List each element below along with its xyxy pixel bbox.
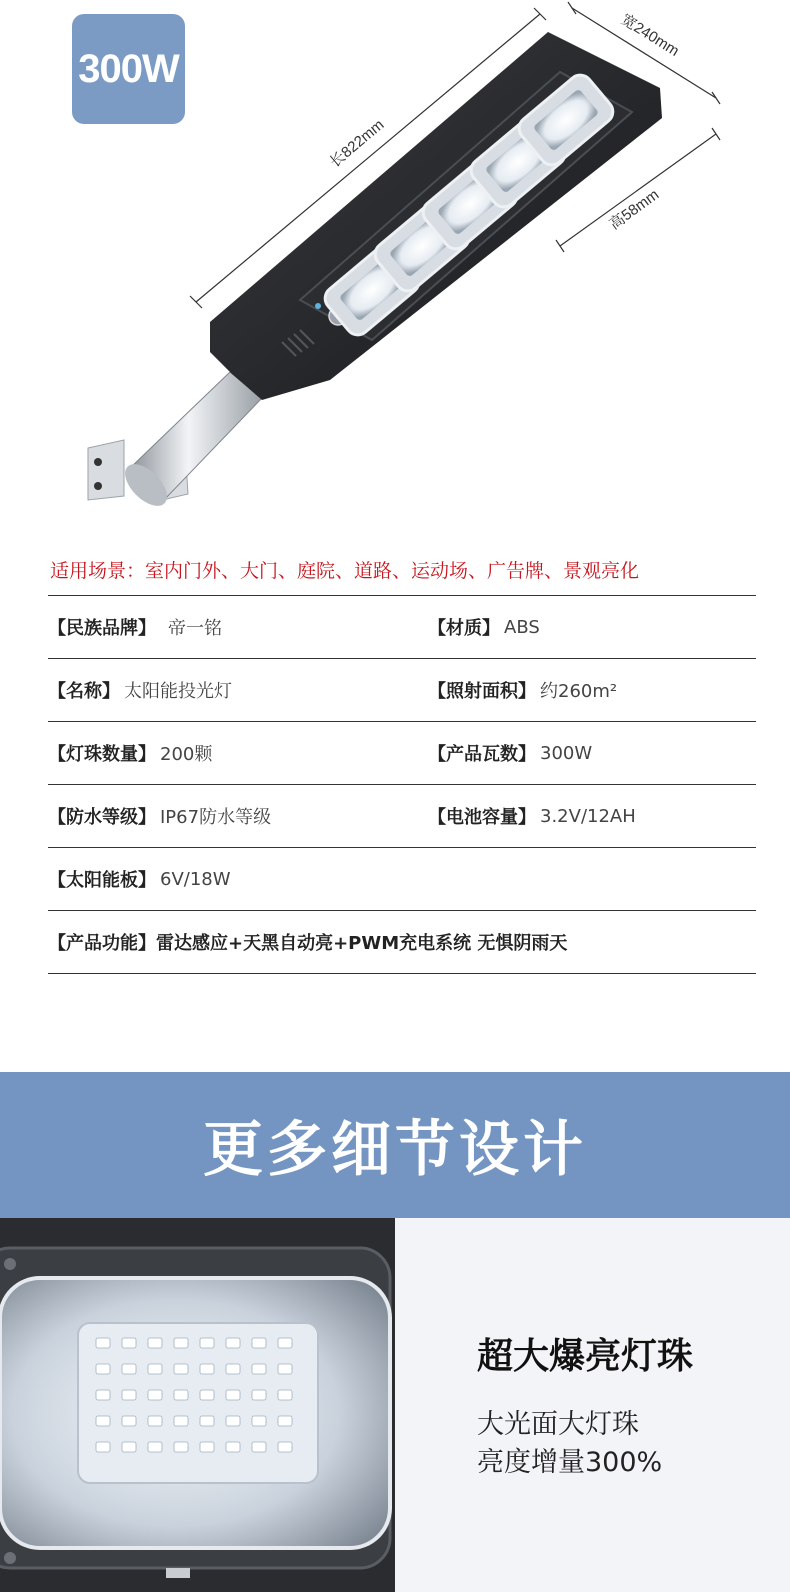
spec-value: 帝一铭 <box>168 618 222 639</box>
spec-key: 【民族品牌】 <box>48 618 156 639</box>
usage-scenario: 适用场景：室内门外、大门、庭院、道路、运动场、广告牌、景观亮化 <box>50 560 640 582</box>
spec-area <box>428 677 756 703</box>
spec-key: 【太阳能板】 <box>48 870 156 891</box>
spec-brand <box>48 614 428 640</box>
width-label: 宽240mm <box>617 10 683 60</box>
spec-key: 【照射面积】 <box>428 681 536 702</box>
length-label: 长822mm <box>326 116 388 172</box>
spec-row <box>48 659 756 722</box>
spec-value: 6V/18W <box>160 868 231 890</box>
spec-waterproof <box>48 803 428 829</box>
feature-line: 亮度增量300% <box>477 1447 663 1478</box>
spec-name <box>48 677 428 703</box>
spec-row <box>48 911 756 974</box>
spec-function <box>48 929 756 955</box>
spec-panel <box>48 866 428 892</box>
wattage-badge: 300W <box>72 14 185 124</box>
spec-value: 太阳能投光灯 <box>124 681 232 702</box>
feature-line: 大光面大灯珠 <box>477 1409 639 1440</box>
spec-key: 【灯珠数量】 <box>48 744 156 765</box>
spec-value: 约260m² <box>540 681 618 702</box>
height-label: 高58mm <box>606 186 663 234</box>
spec-row <box>48 785 756 848</box>
spec-row <box>48 722 756 785</box>
product-hero <box>0 0 790 520</box>
spec-key: 【电池容量】 <box>428 807 536 828</box>
spec-material <box>428 614 756 640</box>
spec-key: 【防水等级】 <box>48 807 156 828</box>
spec-row <box>48 596 756 659</box>
spec-row <box>48 848 756 911</box>
spec-key: 【产品功能】 <box>48 933 156 954</box>
spec-table <box>48 595 756 974</box>
spec-key: 【名称】 <box>48 681 120 702</box>
spec-beads <box>48 740 428 766</box>
spec-value: ABS <box>504 616 540 638</box>
pole-arm <box>118 372 262 513</box>
spec-key: 【产品瓦数】 <box>428 744 536 765</box>
feature-heading: 超大爆亮灯珠 <box>477 1336 694 1377</box>
spec-value: 雷达感应+天黑自动亮+PWM充电系统 无惧阴雨天 <box>156 933 568 954</box>
feature-section <box>0 1218 790 1592</box>
spec-value: 200颗 <box>160 744 213 765</box>
details-title: 更多细节设计 <box>203 1115 587 1185</box>
feature-text-panel <box>395 1218 790 1592</box>
spec-value: IP67防水等级 <box>160 807 272 828</box>
led-closeup-photo <box>0 1218 395 1592</box>
spec-value: 300W <box>540 742 593 764</box>
spec-wattage <box>428 740 756 766</box>
spec-key: 【材质】 <box>428 618 500 639</box>
spec-value: 3.2V/12AH <box>540 805 636 827</box>
details-banner <box>0 1072 790 1218</box>
spec-battery <box>428 803 756 829</box>
